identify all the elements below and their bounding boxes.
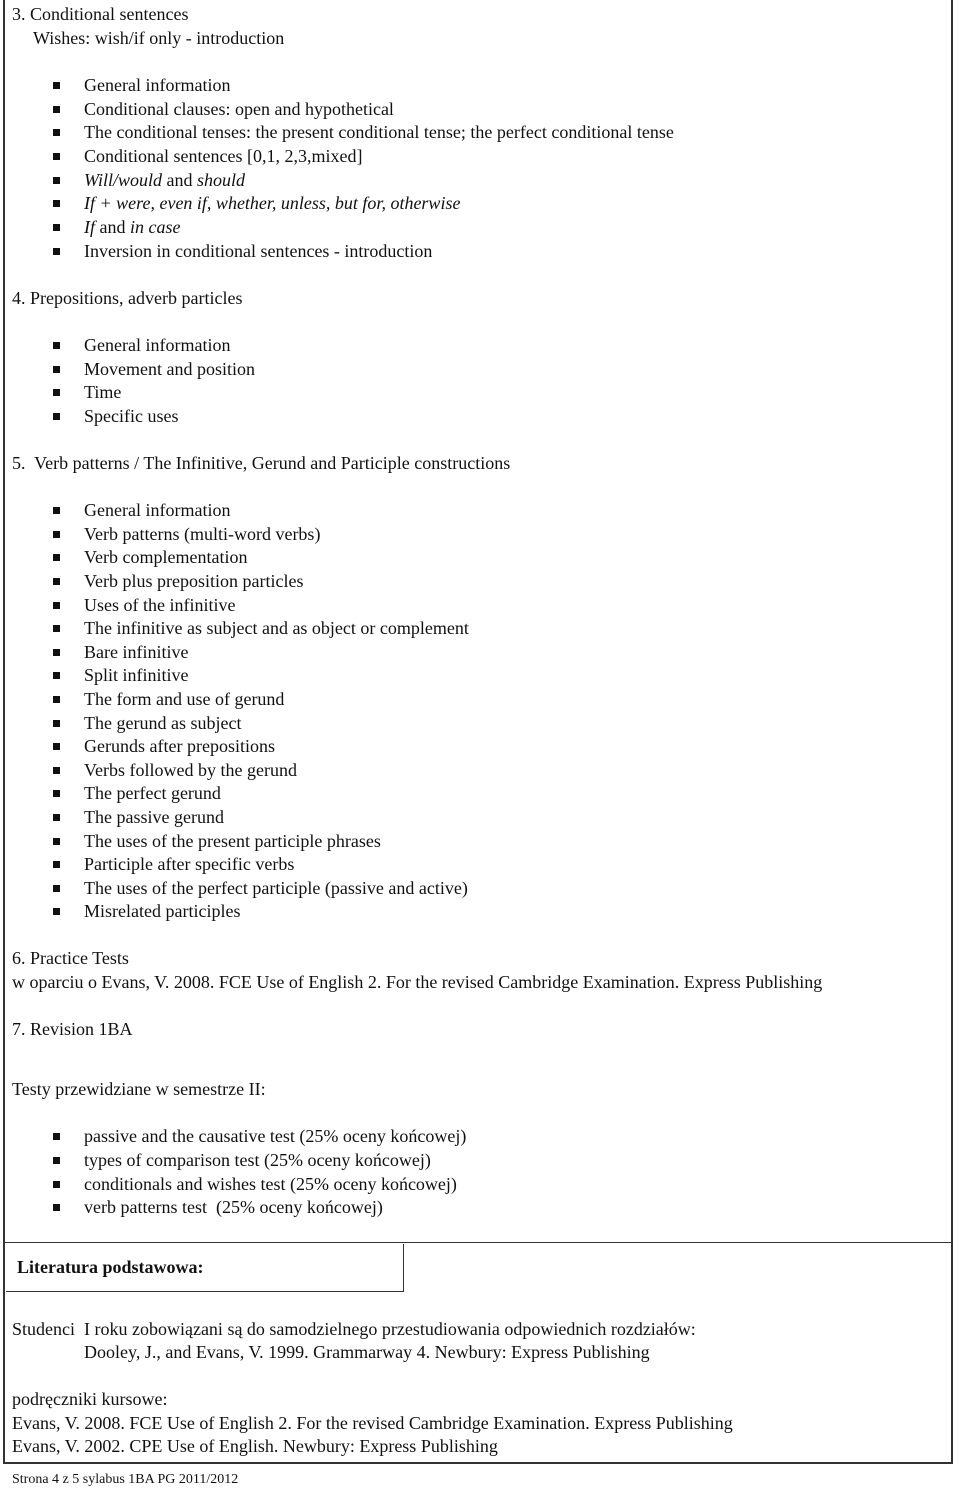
list-item: The gerund as subject — [84, 712, 241, 736]
list-item: Time — [84, 381, 121, 405]
connector-text: and — [95, 217, 130, 237]
list-item: The uses of the present participle phrases — [84, 830, 381, 854]
list-item: The passive gerund — [84, 806, 224, 830]
frame-left-border — [3, 0, 5, 1464]
list-item: The form and use of gerund — [84, 688, 284, 712]
section-5-title: 5. Verb patterns / The Infinitive, Gerund and Participle constructions — [12, 453, 511, 473]
literature-label: Literatura podstawowa: — [17, 1257, 204, 1277]
list-item: Inversion in conditional sentences - introduction — [84, 240, 432, 264]
list-item: Bare infinitive — [84, 641, 188, 665]
section-6-title: 6. Practice Tests — [12, 948, 129, 968]
section-3-subtitle: Wishes: wish/if only - introduction — [33, 28, 285, 48]
list-item: Participle after specific verbs — [84, 853, 294, 877]
list-item: General information — [84, 334, 230, 358]
list-item: Misrelated participles — [84, 900, 240, 924]
italic-term: in case — [130, 217, 181, 237]
coursebook-reference: Evans, V. 2008. FCE Use of English 2. For the revised Cambridge Examination. Express Publishing — [12, 1413, 733, 1433]
list-item: passive and the causative test (25% oceny końcowej) — [84, 1125, 466, 1149]
list-item — [84, 169, 245, 193]
literature-reference: Dooley, J., and Evans, V. 1999. Grammarway 4. Newbury: Express Publishing — [84, 1342, 650, 1362]
list-item: Verb complementation — [84, 546, 247, 570]
list-item: verb patterns test (25% oceny końcowej) — [84, 1196, 383, 1220]
list-item: Verb patterns (multi-word verbs) — [84, 523, 320, 547]
italic-term: Will/would — [84, 170, 163, 190]
section-6-text: w oparciu o Evans, V. 2008. FCE Use of English 2. For the revised Cambridge Examination. Express Publishing — [12, 972, 823, 992]
list-item: If + were, even if, whether, unless, but for, otherwise — [84, 192, 460, 216]
list-item: Verb plus preposition particles — [84, 570, 303, 594]
list-item: Gerunds after prepositions — [84, 735, 275, 759]
frame-bottom-border — [3, 1462, 953, 1464]
list-item: Split infinitive — [84, 664, 189, 688]
list-item: types of comparison test (25% oceny końcowej) — [84, 1149, 431, 1173]
list-item: conditionals and wishes test (25% oceny końcowej) — [84, 1173, 457, 1197]
literature-intro: Studenci I roku zobowiązani są do samodzielnego przestudiowania odpowiednich rozdziałów: — [12, 1319, 696, 1339]
italic-term: should — [197, 170, 246, 190]
italic-term: If — [84, 217, 95, 237]
coursebook-reference: Evans, V. 2002. CPE Use of English. Newbury: Express Publishing — [12, 1436, 498, 1456]
list-item: General information — [84, 74, 230, 98]
section-4-title: 4. Prepositions, adverb particles — [12, 288, 243, 308]
connector-text: and — [162, 170, 198, 190]
frame-right-border — [951, 0, 953, 1464]
section-3-title: 3. Conditional sentences — [12, 4, 189, 24]
list-item: Specific uses — [84, 405, 178, 429]
list-item: Uses of the infinitive — [84, 594, 235, 618]
coursebooks-label: podręczniki kursowe: — [12, 1389, 168, 1409]
list-item: The conditional tenses: the present conditional tense; the perfect conditional tense — [84, 121, 674, 145]
list-item: Conditional sentences [0,1, 2,3,mixed] — [84, 145, 362, 169]
list-item: The perfect gerund — [84, 782, 221, 806]
list-item: Movement and position — [84, 358, 255, 382]
list-item: Verbs followed by the gerund — [84, 759, 297, 783]
list-item: Conditional clauses: open and hypothetical — [84, 98, 394, 122]
tests-heading: Testy przewidziane w semestrze II: — [12, 1079, 266, 1099]
page-footer: Strona 4 z 5 sylabus 1BA PG 2011/2012 — [12, 1472, 239, 1487]
frame-divider — [3, 1242, 953, 1243]
list-item: General information — [84, 499, 230, 523]
section-7-title: 7. Revision 1BA — [12, 1019, 133, 1039]
list-item: The uses of the perfect participle (passive and active) — [84, 877, 468, 901]
list-item — [84, 216, 180, 240]
list-item: The infinitive as subject and as object or complement — [84, 617, 469, 641]
